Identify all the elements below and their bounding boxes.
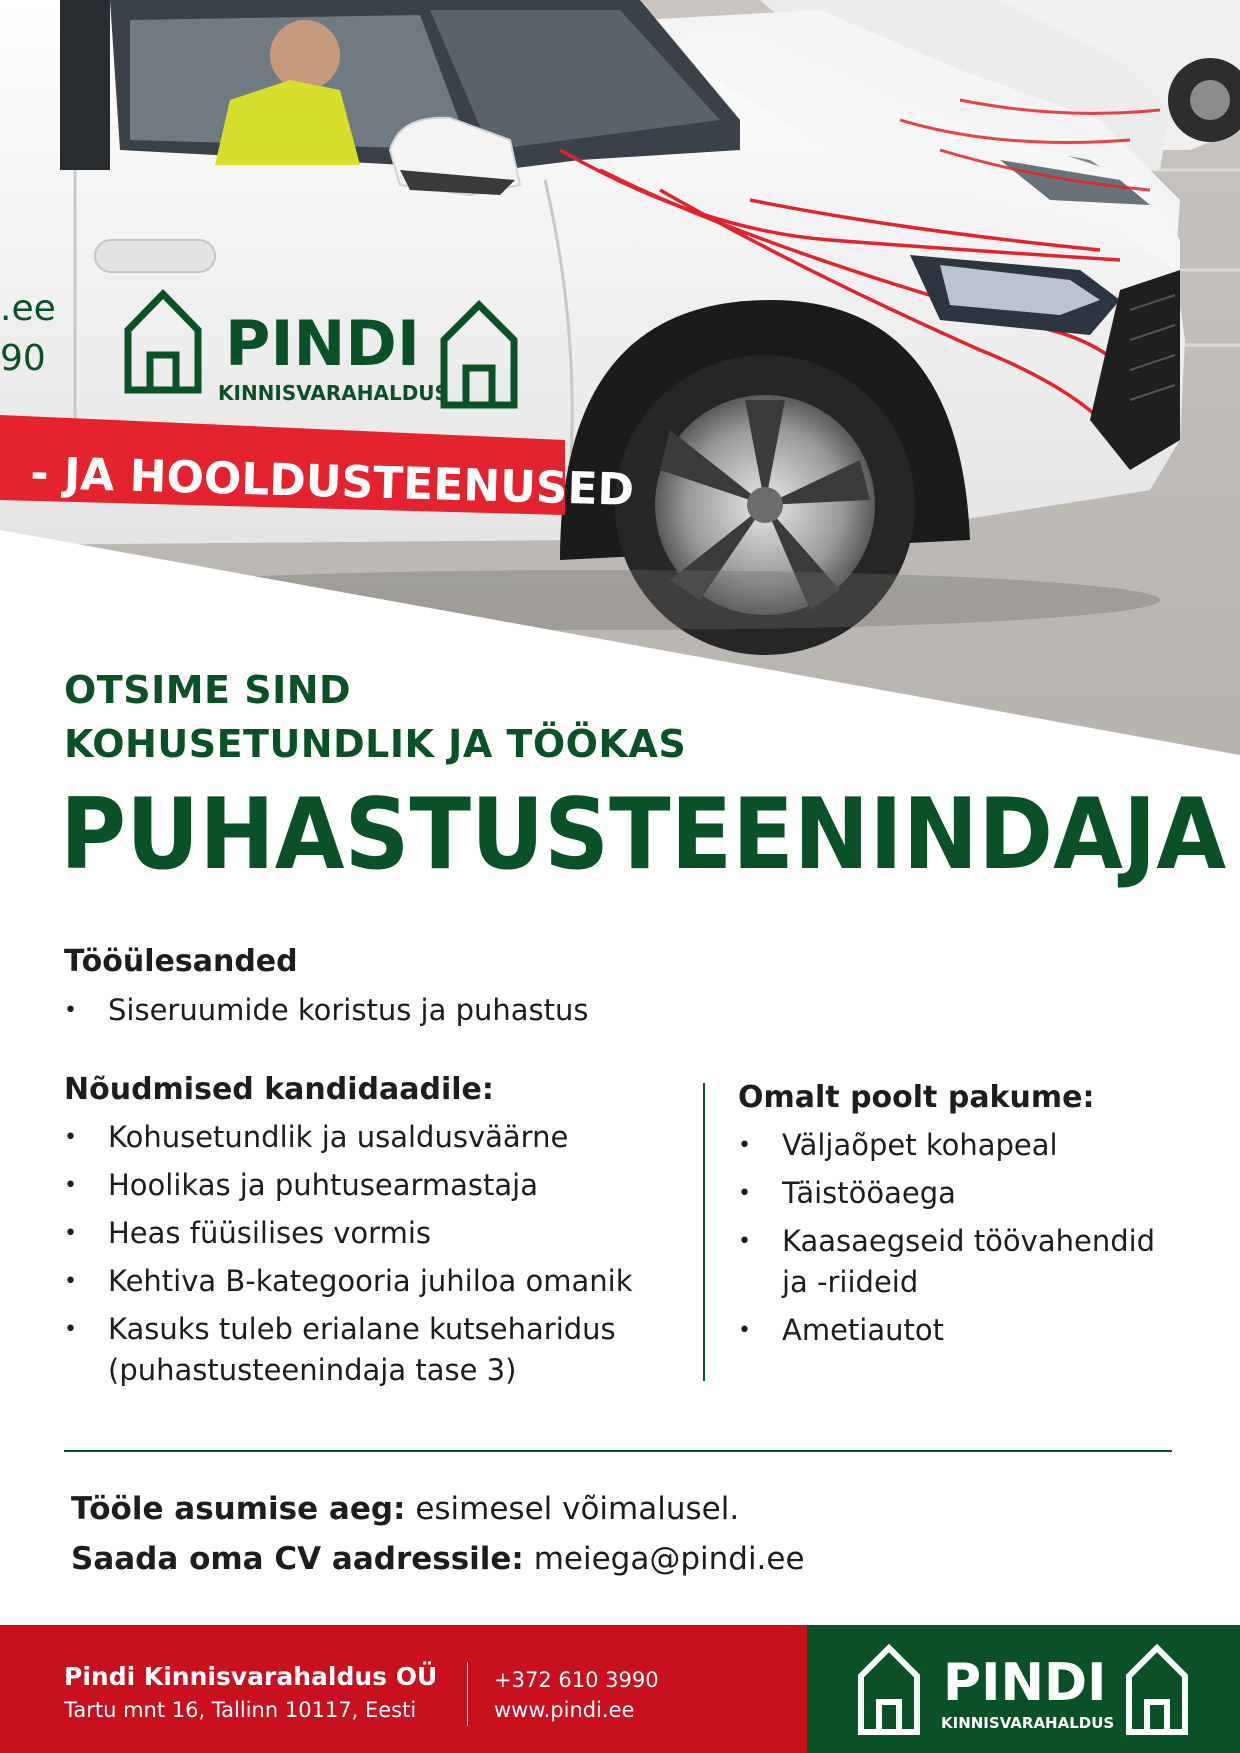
list-item: • Kohusetundlik ja usaldusväärne xyxy=(64,1117,664,1158)
company-address: Tartu mnt 16, Tallinn 10117, Eesti xyxy=(64,1698,417,1722)
page-title: PUHASTUSTEENINDAJA xyxy=(60,778,1227,892)
list-item xyxy=(738,1221,1208,1303)
section-divider xyxy=(64,1450,1172,1452)
offer-list xyxy=(738,1125,1208,1358)
house-icon xyxy=(1129,1648,1185,1732)
list-item: • Väljaõpet kohapeal xyxy=(738,1125,1208,1166)
list-item: • Täistööaega xyxy=(738,1173,1208,1214)
cv-address-label: Saada oma CV aadressile: xyxy=(71,1541,524,1577)
list-item xyxy=(64,1309,664,1391)
hero-photo xyxy=(0,0,1240,760)
logo-wordmark: PINDI xyxy=(943,1653,1107,1713)
list-item-line: Kasuks tuleb erialane kutseharidus xyxy=(108,1312,616,1346)
column-divider xyxy=(703,1083,705,1381)
headline-kicker: OTSIME SIND xyxy=(64,668,352,712)
logo-wordmark: PINDI xyxy=(225,307,420,380)
logo-subline: KINNISVARAHALDUS xyxy=(218,381,449,405)
list-item-line: (puhastusteenindaja tase 3) xyxy=(108,1353,517,1387)
start-date-value: esimesel võimalusel. xyxy=(415,1491,740,1527)
requirements-list xyxy=(64,1117,664,1391)
logo-subline: KINNISVARAHALDUS xyxy=(941,1714,1115,1732)
cv-address-line xyxy=(71,1541,805,1577)
list-item: • Kehtiva B-kategooria juhiloa omanik xyxy=(64,1261,664,1302)
house-icon xyxy=(861,1648,917,1732)
company-website-link[interactable]: www.pindi.ee xyxy=(494,1698,635,1722)
duties-list xyxy=(64,990,589,1038)
list-item: • Siseruumide koristus ja puhastus xyxy=(64,990,589,1031)
duties-heading: Tööülesanded xyxy=(64,944,298,979)
door-text-fragment: 90 xyxy=(0,338,46,379)
list-item-line: Kaasaegseid töövahendid xyxy=(782,1224,1156,1258)
start-date-label: Tööle asumise aeg: xyxy=(71,1491,406,1527)
footer-logo xyxy=(855,1642,1195,1743)
headline-kicker: KOHUSETUNDLIK JA TÖÖKAS xyxy=(64,722,687,766)
list-item: • Heas füüsilises vormis xyxy=(64,1213,664,1254)
requirements-heading: Nõudmised kandidaadile: xyxy=(64,1072,494,1107)
list-item-line: ja -riideid xyxy=(782,1265,919,1299)
door-text-fragment: .ee xyxy=(0,288,56,329)
list-item: • Hoolikas ja puhtusearmastaja xyxy=(64,1165,664,1206)
offer-heading: Omalt poolt pakume: xyxy=(738,1080,1095,1115)
footer-divider xyxy=(467,1662,468,1726)
company-name: Pindi Kinnisvarahaldus OÜ xyxy=(64,1662,438,1691)
list-item: • Ametiautot xyxy=(738,1310,1208,1351)
company-phone[interactable]: +372 610 3990 xyxy=(494,1668,659,1692)
start-date-line xyxy=(71,1491,739,1527)
cv-email-link[interactable]: meiega@pindi.ee xyxy=(533,1541,805,1577)
stripe-text: - JA HOOLDUSTEENUSED xyxy=(29,448,635,516)
